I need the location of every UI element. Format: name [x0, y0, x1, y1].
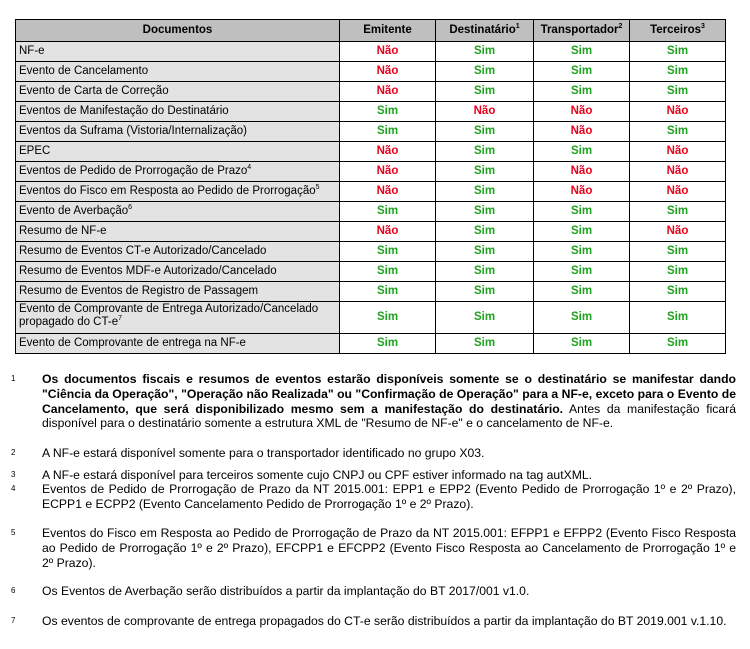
terceiros-cell: Sim [630, 262, 726, 282]
emitente-cell: Sim [340, 334, 436, 354]
document-name-cell [16, 262, 340, 282]
footnote-number: 3 [11, 470, 16, 479]
emitente-cell: Não [340, 182, 436, 202]
document-name-cell [16, 142, 340, 162]
destinatario-cell: Não [436, 102, 534, 122]
header-destinatario: Destinatário$^1$ [436, 20, 534, 42]
emitente-cell: Não [340, 42, 436, 62]
footnote-text [42, 614, 736, 629]
table-row [16, 82, 726, 102]
document-name: Evento de Comprovante de entrega na NF-e [19, 337, 246, 349]
terceiros-cell: Sim [630, 42, 726, 62]
footnote-ref: 4 [247, 164, 252, 172]
footnote-number: 5 [11, 528, 16, 537]
document-name-cell [16, 222, 340, 242]
table-row [16, 142, 726, 162]
destinatario-cell: Sim [436, 62, 534, 82]
table-row [16, 182, 726, 202]
emitente-cell: Não [340, 162, 436, 182]
footnote-ref: 1 [515, 23, 520, 31]
terceiros-cell: Sim [630, 122, 726, 142]
table-row [16, 282, 726, 302]
document-name-cell [16, 182, 340, 202]
transportador-cell: Não [534, 182, 630, 202]
transportador-cell: Sim [534, 242, 630, 262]
footnote-plain-text: Os Eventos de Averbação serão distribuídos a partir da implantação do BT 2017/001 v1.0. [42, 584, 530, 598]
header-documentos: Documentos [16, 20, 340, 42]
destinatario-cell: Sim [436, 302, 534, 334]
terceiros-cell: Não [630, 182, 726, 202]
footnote-6 [11, 584, 736, 599]
footnote-number: 7 [11, 616, 16, 625]
footnote-text [42, 482, 736, 512]
destinatario-cell: Sim [436, 334, 534, 354]
footnote-ref: 6 [128, 204, 133, 212]
terceiros-cell: Não [630, 142, 726, 162]
table-header-row [16, 20, 726, 42]
footnote-1 [11, 372, 736, 431]
terceiros-cell: Não [630, 162, 726, 182]
transportador-cell: Sim [534, 262, 630, 282]
table-row [16, 222, 726, 242]
document-name: Evento de Comprovante de Entrega Autorizado/Cancelado propagado do CT-e [19, 303, 319, 328]
terceiros-cell: Sim [630, 282, 726, 302]
footnote-ref: 3 [701, 23, 705, 31]
transportador-cell: Sim [534, 202, 630, 222]
footnote-ref: 5 [315, 184, 320, 192]
footnote-text [42, 372, 736, 431]
destinatario-cell: Sim [436, 182, 534, 202]
emitente-cell: Não [340, 222, 436, 242]
footnote-number: 4 [11, 484, 16, 493]
destinatario-cell: Sim [436, 262, 534, 282]
destinatario-cell: Sim [436, 142, 534, 162]
transportador-cell: Sim [534, 282, 630, 302]
document-name-cell [16, 42, 340, 62]
document-name-cell [16, 302, 340, 334]
table-row [16, 42, 726, 62]
transportador-cell: Não [534, 122, 630, 142]
destinatario-cell: Sim [436, 82, 534, 102]
header-transportador: Transportador$^2$ [534, 20, 630, 42]
destinatario-cell: Sim [436, 162, 534, 182]
footnote-text [42, 468, 736, 483]
transportador-cell: Sim [534, 222, 630, 242]
transportador-cell: Sim [534, 82, 630, 102]
transportador-cell: Sim [534, 42, 630, 62]
terceiros-cell: Sim [630, 202, 726, 222]
destinatario-cell: Sim [436, 282, 534, 302]
document-name: EPEC [19, 145, 51, 157]
document-name: Eventos do Fisco em Resposta ao Pedido de Prorrogação [19, 185, 316, 197]
destinatario-cell: Sim [436, 42, 534, 62]
footnote-plain-text: Os eventos de comprovante de entrega propagados do CT-e serão distribuídos a partir da implantação do BT 2019.001 v.1.10. [42, 614, 727, 628]
footnote-bold-text: Os documentos fiscais e resumos de eventos estarão disponíveis somente se o destinatário se manifestar dando "Ciência da Operação", "Operação não Realizada" ou "Confirmação de Operação" para a NF-e, exceto para o Evento de Cancelamento, que será disponibilizado mesmo sem a manifestação do destinatário. [42, 372, 736, 416]
emitente-cell: Sim [340, 122, 436, 142]
table-row [16, 302, 726, 334]
footnote-plain-text: Eventos do Fisco em Resposta ao Pedido de Prorrogação de Prazo da NT 2015.001: EFPP1 e EFPP2 (Evento Fisco Resposta ao Pedido de Prorrogação 1º e 2º Prazo), EFCPP1 e EFCPP2 (Evento Fisco Resposta ao Cancelamento de Prorrogação 1º e 2º Prazo). [42, 526, 736, 570]
emitente-cell: Não [340, 62, 436, 82]
document-name: Evento de Cancelamento [19, 65, 149, 77]
document-name: Resumo de NF-e [19, 225, 107, 237]
destinatario-cell: Sim [436, 202, 534, 222]
footnote-plain-text: Antes da manifestação ficará disponível para o destinatário somente a estrutura XML de "Resumo de NF-e" e o cancelamento de NF-e. [42, 401, 736, 431]
terceiros-cell: Sim [630, 82, 726, 102]
emitente-cell: Sim [340, 262, 436, 282]
table-row [16, 262, 726, 282]
destinatario-cell: Sim [436, 242, 534, 262]
terceiros-cell: Sim [630, 62, 726, 82]
footnote-plain-text: A NF-e estará disponível para terceiros somente cujo CNPJ ou CPF estiver informado na tag autXML. [42, 468, 593, 482]
document-name: Resumo de Eventos de Registro de Passagem [19, 285, 259, 297]
terceiros-cell: Sim [630, 302, 726, 334]
transportador-cell: Sim [534, 302, 630, 334]
document-name: Eventos de Manifestação do Destinatário [19, 105, 229, 117]
footnote-2 [11, 446, 736, 461]
emitente-cell: Sim [340, 242, 436, 262]
footnote-ref: 2 [618, 23, 623, 31]
emitente-cell: Não [340, 82, 436, 102]
table-row [16, 122, 726, 142]
document-name: Resumo de Eventos MDF-e Autorizado/Cancelado [19, 265, 277, 277]
document-name: Resumo de Eventos CT-e Autorizado/Cancelado [19, 245, 267, 257]
terceiros-cell: Sim [630, 242, 726, 262]
transportador-cell: Sim [534, 142, 630, 162]
footnote-plain-text: A NF-e estará disponível somente para o transportador identificado no grupo X03. [42, 446, 485, 460]
transportador-cell: Não [534, 162, 630, 182]
document-name: Eventos de Pedido de Prorrogação de Prazo [19, 165, 248, 177]
table-row [16, 334, 726, 354]
document-name-cell [16, 82, 340, 102]
document-name: Evento de Averbação [19, 205, 129, 217]
header-terceiros: Terceiros$^3$ [630, 20, 726, 42]
document-name: NF-e [19, 45, 45, 57]
terceiros-cell: Sim [630, 334, 726, 354]
header-emitente: Emitente [340, 20, 436, 42]
document-name-cell [16, 162, 340, 182]
footnote-7 [11, 614, 736, 629]
transportador-cell: Sim [534, 334, 630, 354]
document-name-cell [16, 334, 340, 354]
emitente-cell: Sim [340, 282, 436, 302]
table-row [16, 242, 726, 262]
footnote-text [42, 446, 736, 461]
document-name-cell [16, 102, 340, 122]
footnote-4 [11, 482, 736, 512]
footnote-number: 2 [11, 448, 16, 457]
document-name-cell [16, 202, 340, 222]
document-name: Eventos da Suframa (Vistoria/Internalização) [19, 125, 247, 137]
emitente-cell: Sim [340, 202, 436, 222]
emitente-cell: Não [340, 142, 436, 162]
destinatario-cell: Sim [436, 222, 534, 242]
transportador-cell: Sim [534, 62, 630, 82]
footnote-number: 1 [11, 374, 16, 383]
footnote-3 [11, 468, 736, 483]
footnote-text [42, 584, 736, 599]
terceiros-cell: Não [630, 222, 726, 242]
footnote-5 [11, 526, 736, 570]
document-name-cell [16, 62, 340, 82]
table-row [16, 62, 726, 82]
document-name: Evento de Carta de Correção [19, 85, 169, 97]
footnote-text [42, 526, 736, 570]
transportador-cell: Não [534, 102, 630, 122]
footnote-number: 6 [11, 586, 16, 595]
terceiros-cell: Não [630, 102, 726, 122]
document-name-cell [16, 242, 340, 262]
table-row [16, 102, 726, 122]
emitente-cell: Sim [340, 102, 436, 122]
emitente-cell: Sim [340, 302, 436, 334]
table-row [16, 202, 726, 222]
footnote-plain-text: Eventos de Pedido de Prorrogação de Prazo da NT 2015.001: EPP1 e EPP2 (Evento Pedido de Prorrogação 1º e 2º Prazo), ECPP1 e ECPP2 (Evento Cancelamento Pedido de Prorrogação 1º e 2º Prazo). [42, 482, 736, 511]
document-name-cell [16, 122, 340, 142]
destinatario-cell: Sim [436, 122, 534, 142]
table-row [16, 162, 726, 182]
document-name-cell [16, 282, 340, 302]
documents-table [15, 19, 726, 354]
footnote-ref: 7 [118, 315, 123, 323]
